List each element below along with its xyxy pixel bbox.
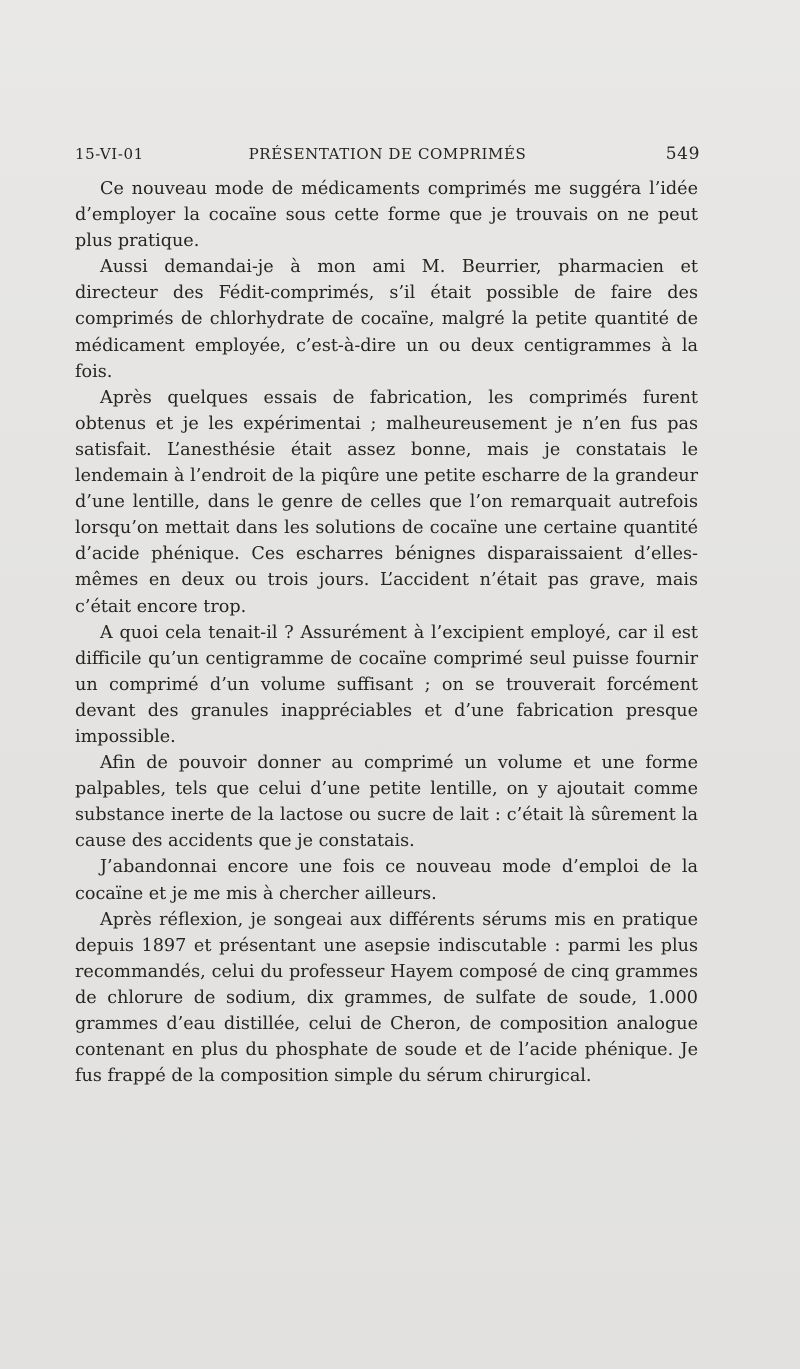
paragraph: Après réflexion, je songeai aux différents sérums mis en pratique depuis 1897 et présentant une asepsie indiscutable : parmi les plus recommandés, celui du professeur Hayem composé de cinq grammes de chlorure de sodium, dix grammes, de sulfate de soude, 1.000 grammes d’eau distillée, celui de Cheron, de composition analogue contenant en plus du phosphate de soude et de l’acide phénique. Je fus frappé de la composition simple du sérum chirurgical. xyxy=(75,909,698,1087)
paragraph: Aussi demandai-je à mon ami M. Beurrier, pharmacien et directeur des Fédit-comprimés, s’il était possible de faire des comprimés de chlorhydrate de cocaïne, malgré la petite quantité de médicament employée, c’est-à-dire un ou deux centigrammes à la fois. xyxy=(75,257,698,382)
paragraph: A quoi cela tenait-il ? Assurément à l’excipient employé, car il est difficile qu’un centigramme de cocaïne comprimé seul puisse fournir un comprimé d’un volume suffisant ; on se trouverait forcément devant des granules inappréciables et d’une fabrication presque impossible. xyxy=(75,622,698,747)
paragraph: Après quelques essais de fabrication, les comprimés furent obtenus et je les expérimentai ; malheureusement je n’en fus pas satisfait. L’anesthésie était assez bonne, mais je constatais le lendemain à l’endroit de la piqûre une petite escharre de la grandeur d’une lentille, dans le genre de celles que l’on remarquait autrefois lorsqu’on mettait dans les solutions de cocaïne une certaine quantité d’acide phénique. Ces escharres bénignes disparaissaient d’elles-mêmes en deux ou trois jours. L’accident n’était pas grave, mais c’était encore trop. xyxy=(75,387,698,617)
running-head xyxy=(75,142,700,166)
header-title: PRÉSENTATION DE COMPRIMÉS xyxy=(248,145,527,163)
body-text xyxy=(75,176,698,1089)
paragraph: Afin de pouvoir donner au comprimé un volume et une forme palpables, tels que celui d’une petite lentille, on y ajoutait comme substance inerte de la lactose ou sucre de lait : c’était là sûrement la cause des accidents que je constatais. xyxy=(75,753,698,852)
header-date: 15-VI-01 xyxy=(75,145,144,163)
paragraph: J’abandonnai encore une fois ce nouveau mode d’emploi de la cocaïne et je me mis à chercher ailleurs. xyxy=(75,857,698,904)
page-number: 549 xyxy=(665,144,700,164)
paragraph: Ce nouveau mode de médicaments comprimés me suggéra l’idée d’employer la cocaïne sous cette forme que je trouvais on ne peut plus pratique. xyxy=(75,179,698,252)
